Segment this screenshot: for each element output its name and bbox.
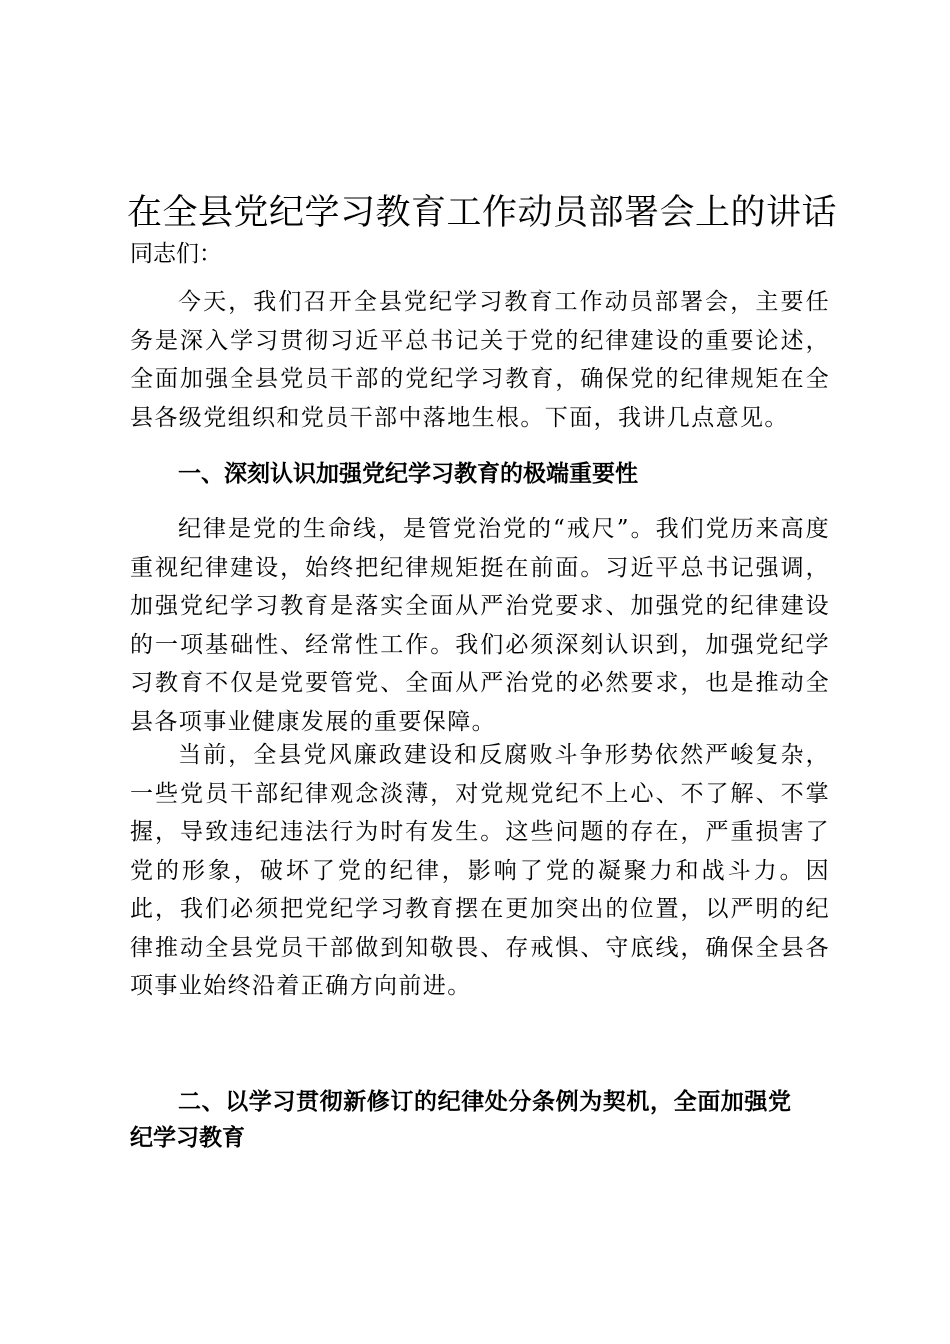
section-heading-1: 一、深刻认识加强党纪学习教育的极端重要性 xyxy=(178,461,638,487)
salutation: 同志们： xyxy=(130,241,222,267)
paragraph-current-situation: 当前，全县党风廉政建设和反腐败斗争形势依然严峻复杂，一些党员干部纪律观念淡薄，对党规党纪不上心、不了解、不掌握，导致违纪违法行为时有发生。这些问题的存在，严重损害了党的形象，破坏了党的纪律，影响了党的凝聚力和战斗力。因此，我们必须把党纪学习教育摆在更加突出的位置，以严明的纪律推动全县党员干部做到知敬畏、存戒惧、守底线，确保全县各项事业始终沿着正确方向前进。 xyxy=(130,742,830,999)
section-heading-2: 二、以学习贯彻新修订的纪律处分条例为契机，全面加强党 xyxy=(178,1089,792,1115)
section-heading-2-continued: 纪学习教育 xyxy=(130,1125,245,1151)
paragraph-intro: 今天，我们召开全县党纪学习教育工作动员部署会，主要任务是深入学习贯彻习近平总书记关于党的纪律建设的重要论述，全面加强全县党员干部的党纪学习教育，确保党的纪律规矩在全县各级党组织和党员干部中落地生根。下面，我讲几点意见。 xyxy=(130,289,830,431)
paragraph-discipline: 纪律是党的生命线，是管党治党的“戒尺”。我们党历来高度重视纪律建设，始终把纪律规矩挺在前面。习近平总书记强调，加强党纪学习教育是落实全面从严治党要求、加强党的纪律建设的一项基础性、经常性工作。我们必须深刻认识到，加强党纪学习教育不仅是党要管党、全面从严治党的必然要求，也是推动全县各项事业健康发展的重要保障。 xyxy=(130,516,830,735)
document-title: 在全县党纪学习教育工作动员部署会上的讲话 xyxy=(127,193,838,233)
